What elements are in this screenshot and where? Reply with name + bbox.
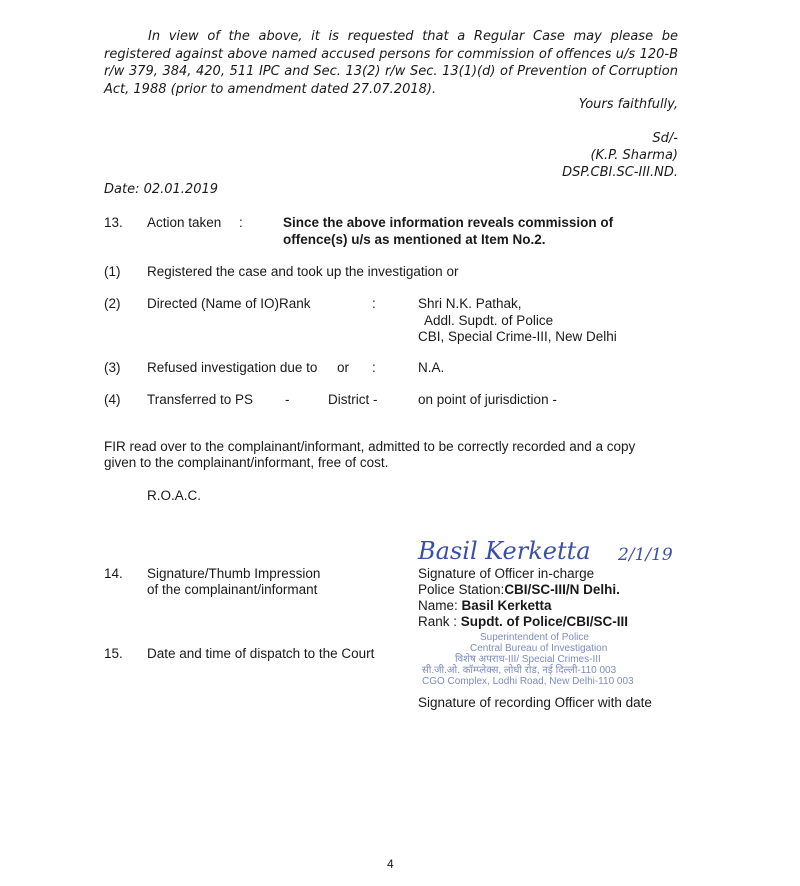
transfer-value: on point of jurisdiction - <box>418 392 557 407</box>
item-label: of the complainant/informant <box>147 582 318 597</box>
subitem-number: (4) <box>104 392 121 407</box>
io-rank: Addl. Supdt. of Police <box>424 313 554 328</box>
item-number: 15. <box>104 646 123 661</box>
paragraph-text: In view of the above, it is requested that a Regular Case may please be registered against above named accused persons for commission of offences u/s 120-B r/w 379, 384, 420, 511 IPC and Sec. 13(2) r/w Sec. 13(1)(d) of Prevention of Corruption Act, 1988 (prior to amendment dated 27.07.2018). <box>104 29 678 97</box>
officer-name <box>418 598 552 614</box>
subitem-label: Transferred to PS <box>147 392 254 407</box>
label: Rank : <box>418 614 461 629</box>
item-number: 13. <box>104 215 123 230</box>
signature-date: 2/1/19 <box>618 545 673 565</box>
signatory-name: (K.P. Sharma) <box>590 148 678 163</box>
colon: : <box>372 296 376 311</box>
action-text: Since the above information reveals commission of <box>283 215 614 230</box>
officer-line: Signature of Officer in-charge <box>418 566 595 581</box>
or-text: or <box>337 360 350 375</box>
signatory-designation: DSP.CBI.SC-III.ND. <box>562 165 678 180</box>
page-number: 4 <box>387 857 394 871</box>
fir-note: given to the complainant/informant, free of cost. <box>104 455 389 470</box>
subitem-label: Registered the case and took up the investigation or <box>147 264 459 279</box>
closing: Yours faithfully, <box>578 97 678 112</box>
stamp-line: Superintendent of Police <box>480 632 589 643</box>
colon: : <box>372 360 376 375</box>
roac: R.O.A.C. <box>147 488 202 503</box>
refused-value: N.A. <box>418 360 445 375</box>
dash: - <box>285 392 290 407</box>
value: CBI/SC-III/N Delhi. <box>504 582 620 597</box>
action-text: offence(s) u/s as mentioned at Item No.2. <box>283 232 546 247</box>
label: Name: <box>418 598 462 613</box>
sd: Sd/- <box>652 131 678 146</box>
colon: : <box>239 215 243 230</box>
item-label: Signature/Thumb Impression <box>147 566 321 581</box>
fir-note: FIR read over to the complainant/informant, admitted to be correctly recorded and a copy <box>104 439 636 454</box>
stamp-line: विशेष अपराध-III/ Special Crimes-III <box>455 654 601 665</box>
officer-signature: Basil Kerketta <box>418 537 591 565</box>
officer-rank <box>418 614 628 630</box>
recording-officer: Signature of recording Officer with date <box>418 695 652 710</box>
item-number: 14. <box>104 566 123 581</box>
value: Supdt. of Police/CBI/SC-III <box>460 614 629 629</box>
letter-date: Date: 02.01.2019 <box>104 182 219 197</box>
subitem-label: Directed (Name of IO)Rank <box>147 296 311 311</box>
subitem-number: (3) <box>104 360 121 375</box>
item-label: Date and time of dispatch to the Court <box>147 646 375 661</box>
district-label: District - <box>328 392 378 407</box>
io-name: Shri N.K. Pathak, <box>418 296 522 311</box>
stamp-line: CGO Complex, Lodhi Road, New Delhi-110 003 <box>422 676 634 687</box>
subitem-number: (2) <box>104 296 121 311</box>
io-unit: CBI, Special Crime-III, New Delhi <box>418 329 617 344</box>
item-label: Action taken <box>147 215 222 230</box>
subitem-number: (1) <box>104 264 121 279</box>
subitem-label: Refused investigation due to <box>147 360 318 375</box>
stamp-line: Central Bureau of Investigation <box>470 643 608 654</box>
request-paragraph <box>104 28 678 98</box>
value: Basil Kerketta <box>461 598 552 613</box>
police-station <box>418 582 620 598</box>
stamp-line: सी.जी.ओ. कॉम्प्लेक्स, लोधी रोड, नई दिल्ली-110 003 <box>422 665 617 676</box>
label: Police Station: <box>418 582 505 597</box>
